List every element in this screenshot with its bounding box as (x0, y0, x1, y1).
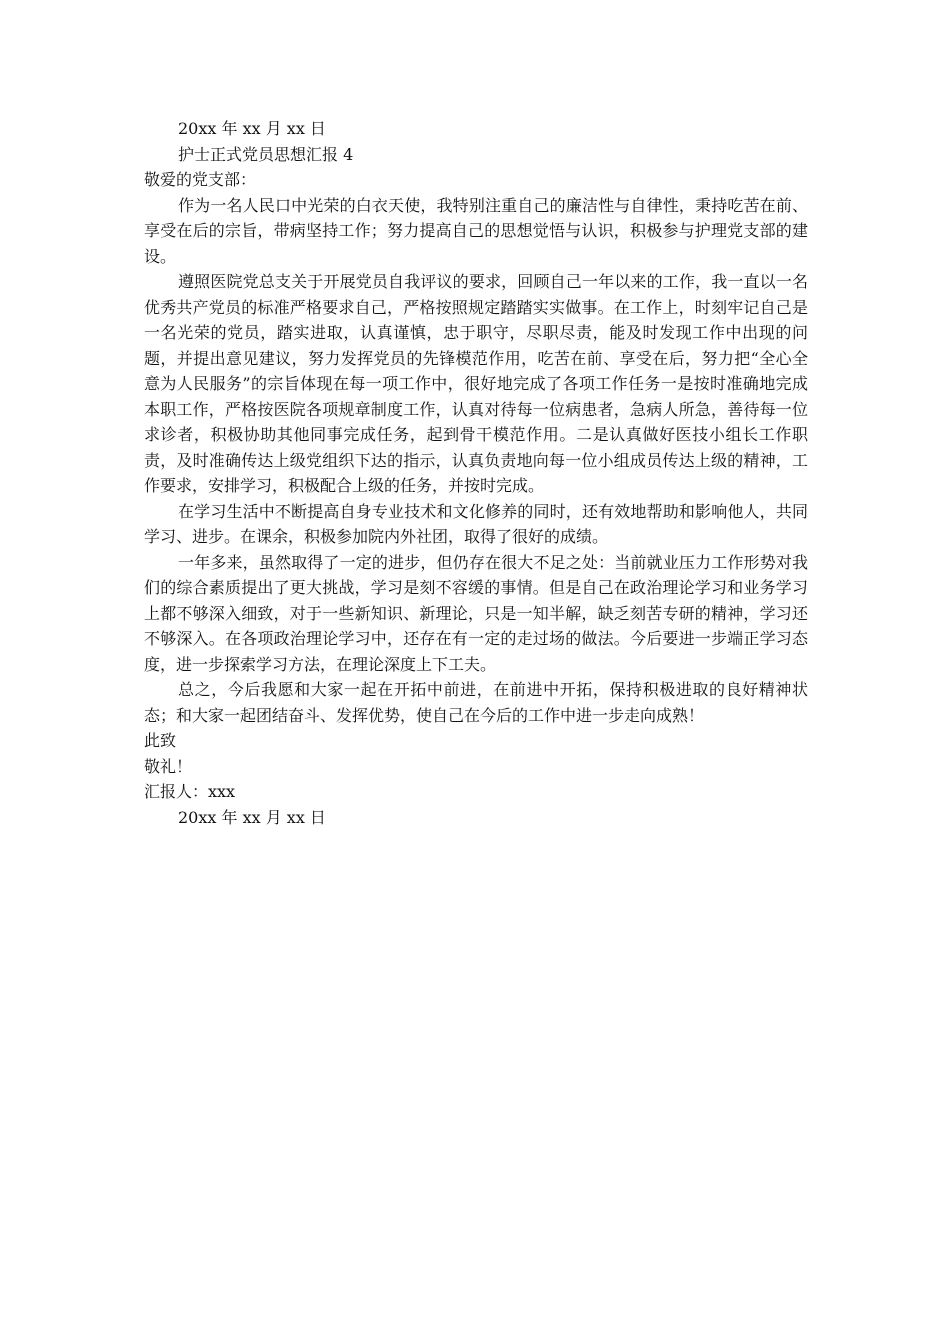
closing-line-1: 此致 (144, 731, 177, 750)
paragraph-work: 遵照医院党总支关于开展党员自我评议的要求，回顾自己一年以来的工作，我一直以一名优秀共产党员的标准严格要求自己，严格按照规定踏踏实实做事。在工作上，时刻牢记自己是一名光荣的党员，踏实进取，认真谨慎，忠于职守，尽职尽责，能及时发现工作中出现的问题，并提出意见建议，努力发挥党员的先锋模范作用，吃苦在前、享受在后，努力把“全心全意为人民服务”的宗旨体现在每一项工作中，很好地完成了各项工作任务一是按时准确地完成本职工作，严格按医院各项规章制度工作，认真对待每一位病患者，急病人所急，善待每一位求诊者，积极协助其他同事完成任务，起到骨干模范作用。二是认真做好医技小组长工作职责，及时准确传达上级党组织下达的指示，认真负责地向每一位小组成员传达上级的精神，工作要求，安排学习，积极配合上级的任务，并按时完成。 (144, 272, 808, 495)
document-body (144, 116, 808, 830)
paragraph-shortcomings: 一年多来，虽然取得了一定的进步，但仍存在很大不足之处：当前就业压力工作形势对我们的综合素质提出了更大挑战，学习是刻不容缓的事情。但是自己在政治理论学习和业务学习上都不够深入细致，对于一些新知识、新理论，只是一知半解，缺乏刻苦专研的精神，学习还不够深入。在各项政治理论学习中，还存在有一定的走过场的做法。今后要进一步端正学习态度，进一步探索学习方法，在理论深度上下工夫。 (144, 552, 808, 674)
paragraph-study: 在学习生活中不断提高自身专业技术和文化修养的同时，还有效地帮助和影响他人，共同学习、进步。在课余，积极参加院内外社团，取得了很好的成绩。 (144, 501, 808, 546)
salutation: 敬爱的党支部： (144, 170, 257, 189)
closing-line-2: 敬礼！ (144, 756, 193, 776)
document-title: 护士正式党员思想汇报 4 (178, 144, 354, 164)
reporter-signature: 汇报人：xxx (144, 782, 236, 801)
paragraph-conclusion: 总之，今后我愿和大家一起在开拓中前进，在前进中开拓，保持积极进取的良好精神状态；和大家一起团结奋斗、发挥优势，使自己在今后的工作中进一步走向成熟！ (144, 680, 808, 725)
paragraph-intro: 作为一名人民口中光荣的白衣天使，我特别注重自己的廉洁性与自律性，秉持吃苦在前、享受在后的宗旨，带病坚持工作；努力提高自己的思想觉悟与认识，积极参与护理党支部的建设。 (144, 195, 808, 266)
date-bottom: 20xx 年 xx 月 xx 日 (178, 807, 326, 827)
date-top: 20xx 年 xx 月 xx 日 (178, 119, 326, 138)
